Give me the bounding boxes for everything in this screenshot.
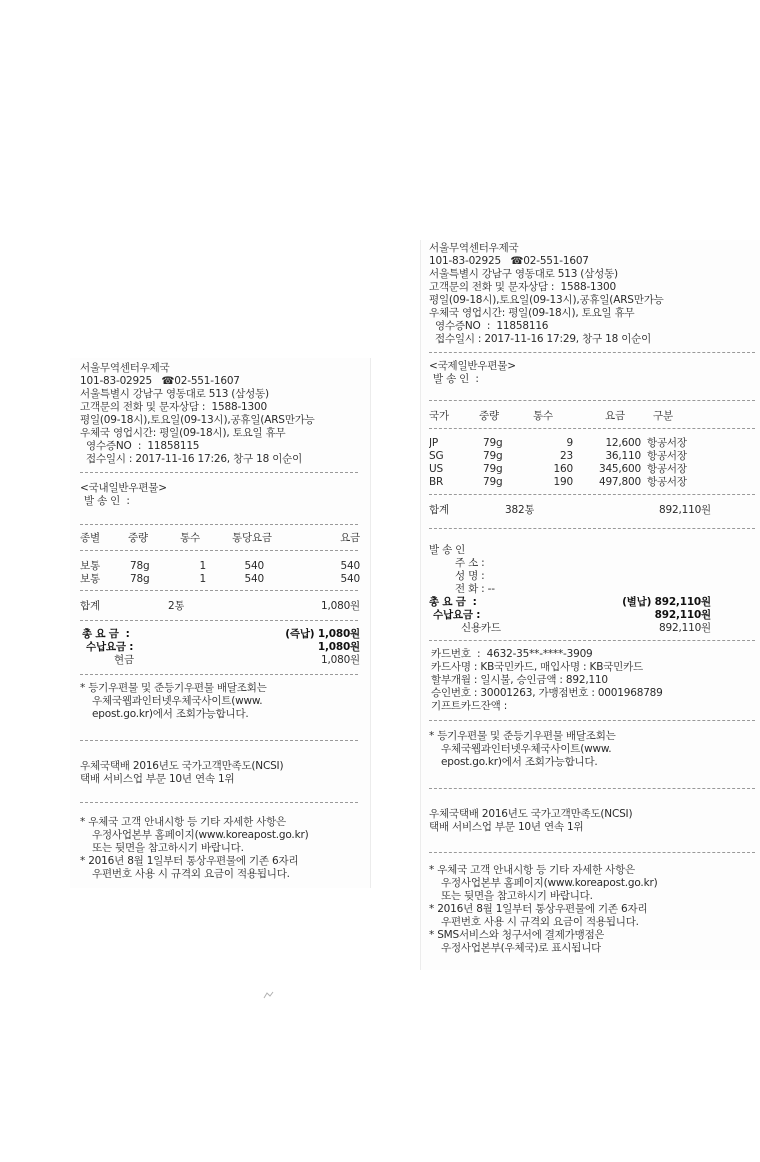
customer-notice: * 우체국 고객 안내시항 등 기타 자세한 사항은	[80, 816, 286, 828]
sender-label: 발 송 인 :	[84, 495, 130, 507]
delivery-notice: 우체국웹과인터넷우체국사이트(www.	[441, 743, 612, 755]
receive-label: 수납요금 :	[433, 609, 481, 621]
delivery-notice: epost.go.kr)에서 조회가능합니다.	[441, 756, 598, 768]
divider	[80, 550, 358, 551]
service-hours: 평일(09-18시),토요일(09-13시),공휴일(ARS만가능	[80, 414, 315, 426]
approval-number: 승인번호 : 30001263, 가맹점번호 : 0001968789	[431, 687, 663, 699]
ncsi-award: 우체국택배 2016년도 국가고객만족도(NCSI)	[429, 808, 633, 820]
address: 서울특별시 강남구 영동대로 513 (삼성동)	[429, 268, 618, 280]
divider	[429, 640, 755, 641]
receive-amount: 1,080원	[317, 641, 360, 653]
installment-info: 할부개월 : 일시불, 승인금액 : 892,110	[431, 674, 608, 686]
customer-service-line: 고객문의 전화 및 문자상담 : 1588-1300	[80, 401, 267, 413]
divider	[80, 472, 358, 473]
table-header-amount: 요금	[605, 410, 625, 422]
divider	[80, 740, 358, 741]
business-hours: 우체국 영업시간: 평일(09-18시), 토요일 휴무	[80, 427, 286, 439]
customer-service-line: 고객문의 전화 및 문자상담 : 1588-1300	[429, 281, 616, 293]
charge-amount: (별납) 892,110원	[622, 596, 711, 608]
total-label: 합계	[429, 504, 449, 516]
divider	[80, 590, 358, 591]
divider	[429, 428, 755, 429]
section-title: <국제일반우편물>	[429, 360, 516, 372]
ncsi-award: 우체국택배 2016년도 국가고객만족도(NCSI)	[80, 760, 284, 772]
receipt-number: 영수증NO : 11858116	[435, 320, 549, 332]
table-header-weight: 중량	[128, 532, 148, 544]
customer-notice: * 2016년 8월 1일부터 통상우편물에 기존 6자리	[429, 903, 648, 915]
customer-notice: 우정사업본부(우체국)로 표시됩니다	[441, 942, 602, 954]
total-amount: 892,110원	[659, 504, 711, 516]
business-number-phone: 101-83-02925 ☎02-551-1607	[80, 375, 240, 387]
business-number-phone: 101-83-02925 ☎02-551-1607	[429, 255, 589, 267]
address: 서울특별시 강남구 영동대로 513 (삼성동)	[80, 388, 269, 400]
post-office-name: 서울무역센터우제국	[429, 242, 519, 254]
receive-label: 수납요금 :	[86, 641, 134, 653]
divider	[80, 674, 358, 675]
divider	[429, 352, 755, 353]
credit-card-amount: 892,110원	[659, 622, 711, 634]
sender-name-label: 성 명 :	[455, 570, 485, 582]
divider	[429, 400, 755, 401]
ncsi-award: 택배 서비스업 부문 10년 연속 1위	[80, 773, 235, 785]
receipt-datetime: 접수일시 : 2017-11-16 17:29, 창구 18 이순이	[435, 333, 652, 345]
table-header-weight: 중량	[479, 410, 499, 422]
table-header-class: 구분	[653, 410, 673, 422]
business-hours: 우체국 영업시간: 평일(09-18시), 토요일 휴무	[429, 307, 635, 319]
ncsi-award: 택배 서비스업 부문 10년 연속 1위	[429, 821, 584, 833]
customer-notice: 또는 뒷면을 참고하시기 바랍니다.	[92, 842, 244, 854]
sender-phone-label: 전 화 : --	[455, 583, 495, 595]
customer-notice: * 2016년 8월 1일부터 통상우편물에 기존 6자리	[80, 855, 299, 867]
total-label: 합계	[80, 600, 100, 612]
sender-block-title: 발 송 인	[429, 544, 466, 556]
total-amount: 1,080원	[320, 600, 360, 612]
divider	[80, 802, 358, 803]
domestic-receipt: 서울무역센터우제국 101-83-02925 ☎02-551-1607 서울특별시 강남구 영동대로 513 (삼성동) 고객문의 전화 및 문자상담 : 1588-1300 평일(09-18시),토요일(09-13시),공휴일(ARS만가능 우체국 영업시간: 평일(09-18시), 토요일 휴무 영수증NO : 11858115 접수일시 : 2017-11-16 17:26, 창구 18 이순이 <국내일반우편물> 발 송 인 : 종별 중량 통수 통당요금 요금 보통 78g 1 540 540 보통 78g 1 540 540 합계 2통 1,080원 총 요 금 : (즉납) 1,080원 수납요금 : 1,080원 현금 1,080원 * 등기우편물 및 준등기우편물 배달조회는 우체국웹과인터넷우체국사이트(www. epost.go.kr)에서 조회가능합니다. 우체국택배 2016년도 국가고객만족도(NCSI) 택배 서비스업 부문 10년 연속 1위 * 우체국 고객 안내시항 등 기타 자세한 사항은 우정사업본부 홈페이지(www.koreapost.go.kr) 또는 뒷면을 참고하시기 바랍니다. * 2016년 8월 1일부터 통상우편물에 기존 6자리 우편번호 사용 시 규격외 요금이 적용됩니다.	[70, 358, 371, 888]
table-header-amount: 요금	[340, 532, 360, 544]
receipt-number: 영수증NO : 11858115	[86, 440, 200, 452]
table-header-count: 통수	[533, 410, 553, 422]
delivery-notice: * 등기우편물 및 준등기우편물 배달조회는	[429, 730, 616, 742]
delivery-notice: * 등기우편물 및 준등기우편물 배달조회는	[80, 682, 267, 694]
sender-label: 발 송 인 :	[433, 373, 479, 385]
table-header-country: 국가	[429, 410, 449, 422]
post-office-name: 서울무역센터우제국	[80, 362, 170, 374]
receive-amount: 892,110원	[654, 609, 711, 621]
divider	[429, 494, 755, 495]
customer-notice: 우정사업본부 홈페이지(www.koreapost.go.kr)	[92, 829, 309, 841]
customer-notice: 우정사업본부 홈페이지(www.koreapost.go.kr)	[441, 877, 658, 889]
customer-notice: * SMS서비스와 청구서에 결제가맹점은	[429, 929, 605, 941]
sender-address-label: 주 소 :	[455, 557, 485, 569]
total-count: 2통	[168, 600, 185, 612]
table-header-unit-price: 통당요금	[232, 532, 272, 544]
receipt-datetime: 접수일시 : 2017-11-16 17:26, 창구 18 이순이	[86, 453, 303, 465]
delivery-notice: epost.go.kr)에서 조회가능합니다.	[92, 708, 249, 720]
card-company: 카드사명 : KB국민카드, 매입사명 : KB국민카드	[431, 661, 643, 673]
charge-label: 총 요 금 :	[429, 596, 477, 608]
divider	[429, 788, 755, 789]
gift-card-balance: 기프트카드잔액 :	[431, 700, 508, 712]
table-header-type: 종별	[80, 532, 100, 544]
scan-speck	[262, 990, 276, 1000]
cash-label: 현금	[114, 654, 134, 666]
cash-amount: 1,080원	[320, 654, 360, 666]
divider	[429, 528, 755, 529]
delivery-notice: 우체국웹과인터넷우체국사이트(www.	[92, 695, 263, 707]
section-title: <국내일반우편물>	[80, 482, 167, 494]
customer-notice: 또는 뒷면을 참고하시기 바랍니다.	[441, 890, 593, 902]
credit-card-label: 신용카드	[461, 622, 501, 634]
total-count: 382통	[505, 504, 535, 516]
customer-notice: 우편번호 사용 시 규격외 요금이 적용됩니다.	[441, 916, 639, 928]
card-number: 카드번호 : 4632-35**-****-3909	[431, 648, 593, 660]
service-hours: 평일(09-18시),토요일(09-13시),공휴일(ARS만가능	[429, 294, 664, 306]
charge-amount: (즉납) 1,080원	[285, 628, 360, 640]
international-receipt: 서울무역센터우제국 101-83-02925 ☎02-551-1607 서울특별시 강남구 영동대로 513 (삼성동) 고객문의 전화 및 문자상담 : 1588-1300 평일(09-18시),토요일(09-13시),공휴일(ARS만가능 우체국 영업시간: 평일(09-18시), 토요일 휴무 영수증NO : 11858116 접수일시 : 2017-11-16 17:29, 창구 18 이순이 <국제일반우편물> 발 송 인 : 국가 중량 통수 요금 구분 JP 79g 9 12,600 항공서장 SG 79g 23 36,110 항공서장 US 79g 160 345,600 항공서장 BR 79g 190 497,800 항공서장 합계 382통 892,110원 발 송 인 주 소 : 성 명 : 전 화 : -- 총 요 금 : (별납) 892,110원 수납요금 : 892,110원 신용카드 892,110원 카드번호 : 4632-35**-****-3909 카드사명 : KB국민카드, 매입사명 : KB국민카드 할부개월 : 일시불, 승인금액 : 892,110 승인번호 : 30001263, 가맹점번호 : 0001968789 기프트카드잔액 : * 등기우편물 및 준등기우편물 배달조회는 우체국웹과인터넷우체국사이트(www. epost.go.kr)에서 조회가능합니다. 우체국택배 2016년도 국가고객만족도(NCSI) 택배 서비스업 부문 10년 연속 1위 * 우체국 고객 안내시항 등 기타 자세한 사항은 우정사업본부 홈페이지(www.koreapost.go.kr) 또는 뒷면을 참고하시기 바랍니다. * 2016년 8월 1일부터 통상우편물에 기존 6자리 우편번호 사용 시 규격외 요금이 적용됩니다. * SMS서비스와 청구서에 결제가맹점은 우정사업본부(우체국)로 표시됩니다	[420, 240, 760, 970]
divider	[80, 620, 358, 621]
divider	[429, 720, 755, 721]
customer-notice: 우편번호 사용 시 규격외 요금이 적용됩니다.	[92, 868, 290, 880]
table-header-count: 통수	[180, 532, 200, 544]
customer-notice: * 우체국 고객 안내시항 등 기타 자세한 사항은	[429, 864, 635, 876]
charge-label: 총 요 금 :	[82, 628, 130, 640]
divider	[80, 524, 358, 525]
divider	[429, 852, 755, 853]
